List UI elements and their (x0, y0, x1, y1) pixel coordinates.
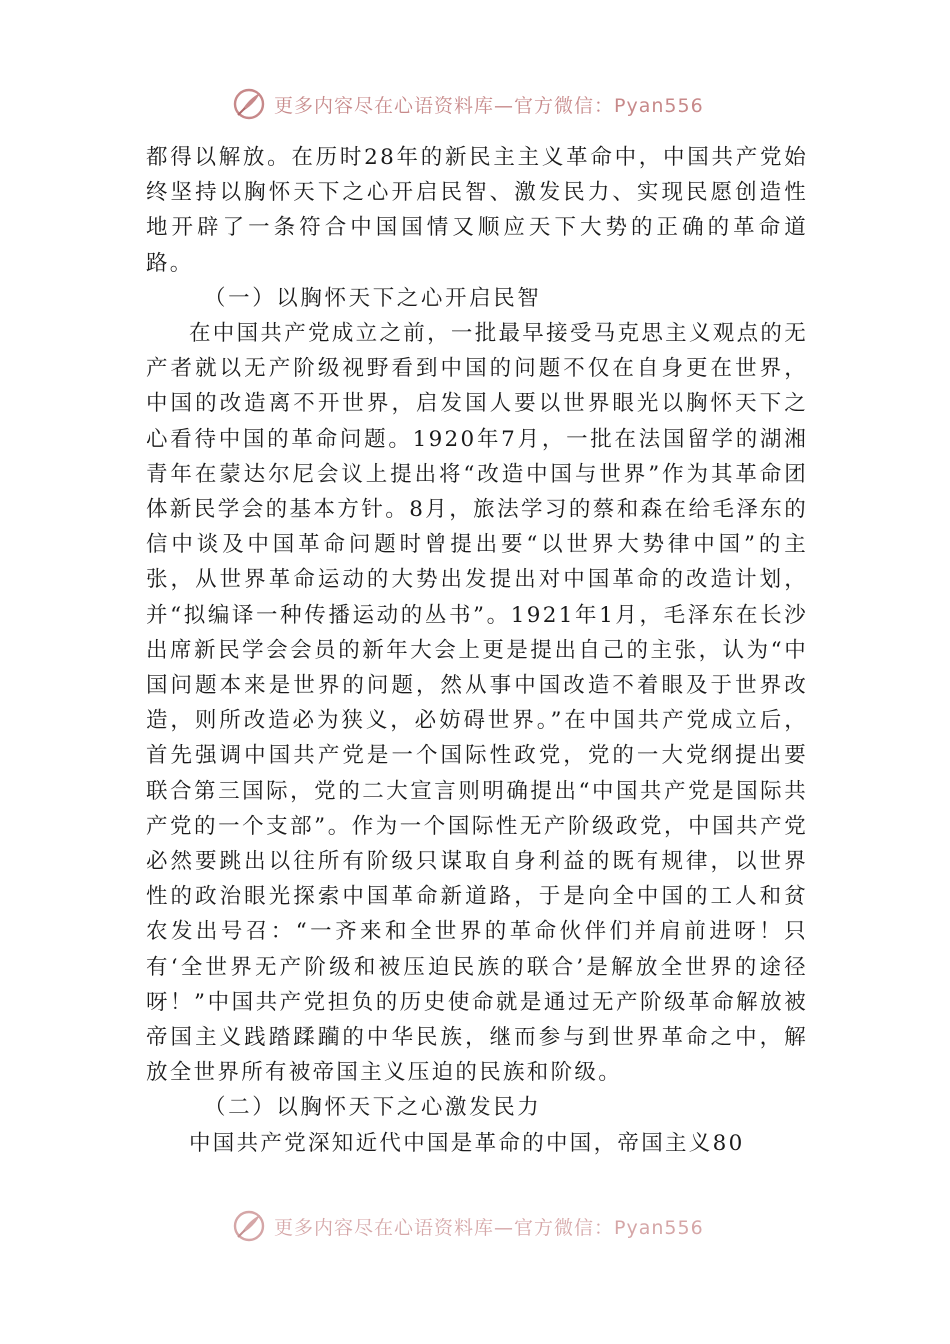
paragraph-section-2: 中国共产党深知近代中国是革命的中国，帝国主义80 (189, 1130, 745, 1156)
feather-pen-logo-icon (232, 1209, 266, 1243)
watermark-footer (232, 1206, 704, 1246)
section-heading-2: （二）以胸怀天下之心激发民力 (204, 1095, 542, 1121)
document-body (146, 140, 808, 1161)
watermark-header (232, 84, 704, 124)
paragraph-continued: 都得以解放。在历时28年的新民主主义革命中，中国共产党始终坚持以胸怀天下之心开启民智、激发民力、实现民愿创造性地开辟了一条符合中国国情又顺应天下大势的正确的革命道路。 (146, 145, 808, 276)
feather-pen-logo-icon (232, 87, 266, 121)
section-heading-1: （一）以胸怀天下之心开启民智 (204, 285, 542, 311)
paragraph-section-1: 在中国共产党成立之前，一批最早接受马克思主义观点的无产者就以无产阶级视野看到中国的问题不仅在自身更在世界，中国的改造离不开世界，启发国人要以世界眼光以胸怀天下之心看待中国的革命问题。1920年7月，一批在法国留学的湖湘青年在蒙达尔尼会议上提出将“改造中国与世界”作为其革命团体新民学会的基本方针。8月，旅法学习的蔡和森在给毛泽东的信中谈及中国革命问题时曾提出要“以世界大势律中国”的主张，从世界革命运动的大势出发提出对中国革命的改造计划，并“拟编译一种传播运动的丛书”。1921年1月，毛泽东在长沙出席新民学会会员的新年大会上更是提出自己的主张，认为“中国问题本来是世界的问题，然从事中国改造不着眼及于世界改造，则所改造必为狭义，必妨碍世界。”在中国共产党成立后，首先强调中国共产党是一个国际性政党，党的一大党纲提出要联合第三国际，党的二大宣言则明确提出“中国共产党是国际共产党的一个支部”。作为一个国际性无产阶级政党，中国共产党必然要跳出以往所有阶级只谋取自身利益的既有规律，以世界性的政治眼光探索中国革命新道路，于是向全中国的工人和贫农发出号召：“一齐来和全世界的革命伙伴们并肩前进呀！只有‘全世界无产阶级和被压迫民族的联合’是解放全世界的途径呀！”中国共产党担负的历史使命就是通过无产阶级革命解放被帝国主义践踏蹂躏的中华民族，继而参与到世界革命之中，解放全世界所有被帝国主义压迫的民族和阶级。 (146, 321, 808, 1086)
watermark-text: 更多内容尽在心语资料库—官方微信：Pyan556 (274, 94, 704, 117)
watermark-text: 更多内容尽在心语资料库—官方微信：Pyan556 (274, 1216, 704, 1239)
